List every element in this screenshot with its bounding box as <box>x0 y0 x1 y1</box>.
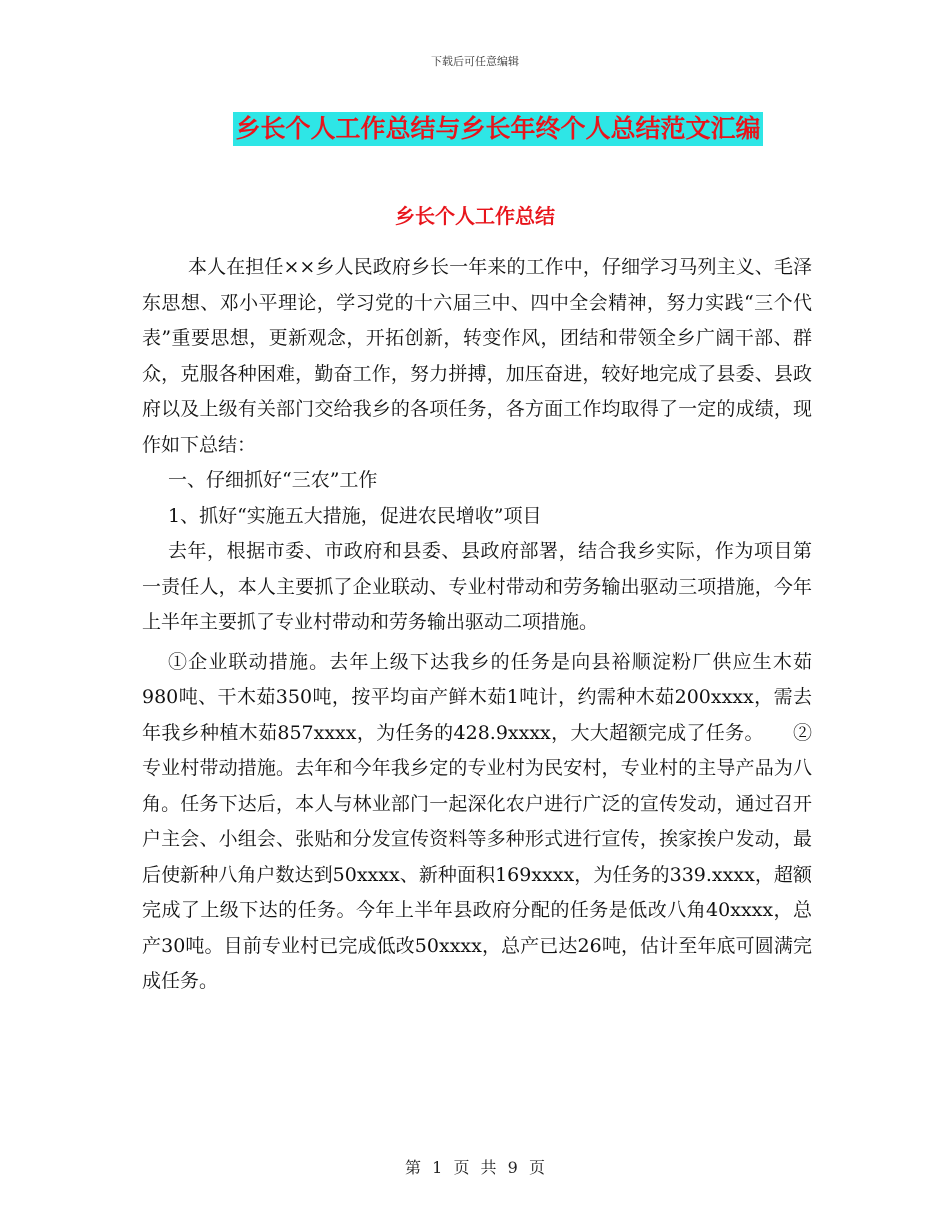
footer-word-ye-2: 页 <box>528 1158 545 1177</box>
header-note: 下载后可任意编辑 <box>431 55 519 68</box>
section-title: 乡长个人工作总结 <box>395 204 555 228</box>
heading-subsection-one: 1、抓好“实施五大措施，促进农民增收”项目 <box>168 504 542 527</box>
paragraph-measures: ①企业联动措施。去年上级下达我乡的任务是向县裕顺淀粉厂供应生木茹980吨、干木茹350吨，按平均亩产鲜木茹1吨计，约需种木茹200xxxx，需去年我乡种植木茹857xxxx，为任务的428.9xxxx，大大超额完成了任务。 ②专业村带动措施。去年和今年我乡定的专业村为民安村，专业村的主导产品为八角。任务下达后，本人与林业部门一起深化农户进行广泛的宣传发动，通过召开户主会、小组会、张贴和分发宣传资料等多种形式进行宣传，挨家挨户发动，最后使新种八角户数达到50xxxx、新种面积169xxxx，为任务的339.xxxx，超额完成了上级下达的任务。今年上半年县政府分配的任务是低改八角40xxxx，总产30吨。目前专业村已完成低改50xxxx，总产已达26吨，估计至年底可圆满完成任务。 <box>142 650 812 992</box>
title-container <box>0 112 950 146</box>
document-body <box>142 250 812 1000</box>
footer-word-ye: 页 <box>453 1158 470 1177</box>
paragraph-intro: 本人在担任××乡人民政府乡长一年来的工作中，仔细学习马列主义、毛泽东思想、邓小平理论，学习党的十六届三中、四中全会精神，努力实践“三个代表”重要思想，更新观念，开拓创新，转变作风，团结和带领全乡广阔干部、群众，克服各种困难，勤奋工作，努力拼搏，加压奋进，较好地完成了县委、县政府以及上级有关部门交给我乡的各项任务，各方面工作均取得了一定的成绩，现作如下总结： <box>142 256 812 456</box>
paragraph-project: 去年，根据市委、市政府和县委、县政府部署，结合我乡实际，作为项目第一责任人，本人主要抓了企业联动、专业村带动和劳务输出驱动三项措施，今年上半年主要抓了专业村带动和劳务输出驱动二项措施。 <box>142 540 812 633</box>
page-footer <box>0 1155 950 1178</box>
document-title: 乡长个人工作总结与乡长年终个人总结范文汇编 <box>233 112 762 146</box>
footer-page-number: 1 <box>432 1158 443 1177</box>
footer-word-gong: 共 <box>480 1158 497 1177</box>
heading-section-one: 一、仔细抓好“三农”工作 <box>168 469 378 491</box>
footer-total-pages: 9 <box>507 1158 518 1177</box>
footer-word-di: 第 <box>405 1158 422 1177</box>
